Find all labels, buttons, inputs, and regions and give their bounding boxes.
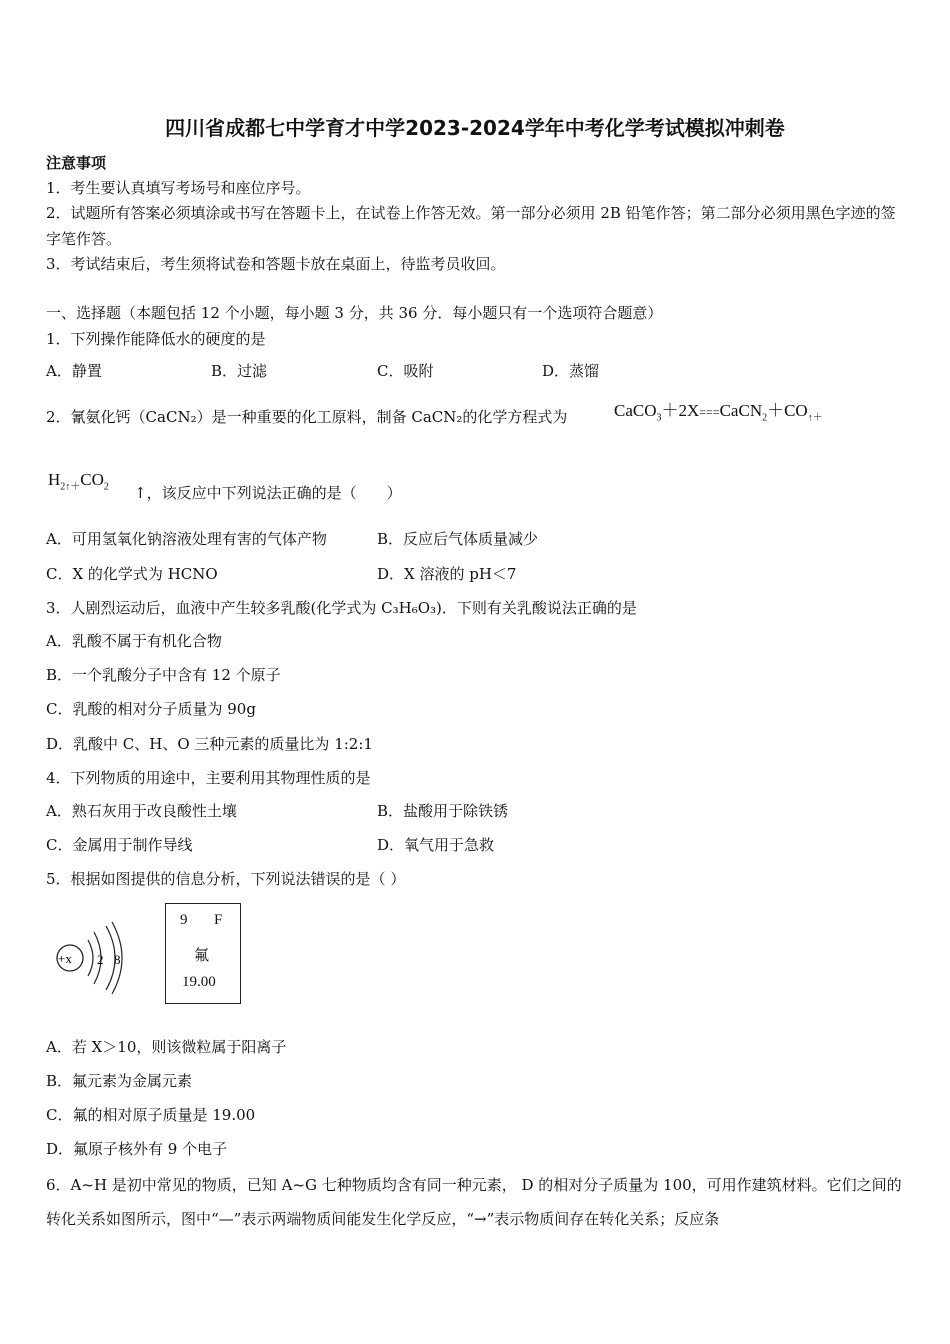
atom-shell-1: 2: [97, 952, 104, 967]
notice-item-1: 1．考生要认真填写考场号和座位序号。: [46, 179, 311, 197]
page-title: 四川省成都七中学育才中学2023-2024学年中考化学考试模拟冲刺卷: [165, 116, 785, 140]
element-symbol: F: [214, 912, 223, 928]
notice-item-2: 2．试题所有答案必须填涂或书写在答题卡上，在试卷上作答无效。第一部分必须用 2B 铅笔作答；第二部分必须用黑色字迹的签字笔作答。: [46, 204, 896, 248]
atom-shell-2: 8: [114, 952, 121, 967]
atom-nucleus-label: +x: [58, 951, 72, 966]
q4-option-d: D．氧气用于急救: [377, 836, 495, 854]
q4-option-a: A．熟石灰用于改良酸性土壤: [46, 802, 237, 820]
q1-option-b: B．过滤: [211, 362, 268, 380]
section-heading: 一、选择题（本题包括 12 个小题，每小题 3 分，共 36 分．每小题只有一个选项符合题意）: [46, 304, 663, 322]
question-4-stem: 4．下列物质的用途中，主要利用其物理性质的是: [46, 769, 371, 787]
question-2-stem-end: ↑，该反应中下列说法正确的是（ ）: [134, 484, 402, 502]
q3-option-b: B．一个乳酸分子中含有 12 个原子: [46, 666, 281, 684]
q1-option-a: A．静置: [46, 362, 102, 380]
question-6-stem: 6．A~H 是初中常见的物质，已知 A~G 七种物质均含有同一种元素， D 的相对分子质量为 100，可用作建筑材料。它们之间的转化关系如图所示，图中“—”表示两端物质间能发生化学反应，“→”表示物质间存在转化关系；反应条: [46, 1176, 902, 1228]
question-1-stem: 1．下列操作能降低水的硬度的是: [46, 330, 266, 348]
q2-equation-line1: $CaCO_3+2X===CaCN_2+CO_{↑+}$: [614, 401, 823, 424]
q1-option-c: C．吸附: [377, 362, 434, 380]
question-2-stem: 2．氰氨化钙（CaCN₂）是一种重要的化工原料，制备 CaCN₂的化学方程式为: [46, 408, 568, 426]
q5-option-d: D．氟原子核外有 9 个电子: [46, 1140, 228, 1158]
q1-option-d: D．蒸馏: [542, 362, 600, 380]
question-3-stem: 3．人剧烈运动后，血液中产生较多乳酸(化学式为 C₃H₆O₃)．下则有关乳酸说法正确的是: [46, 599, 637, 617]
q2-option-b: B．反应后气体质量减少: [377, 530, 539, 548]
q2-option-a: A．可用氢氧化钠溶液处理有害的气体产物: [46, 530, 327, 548]
notice-heading: 注意事项: [46, 154, 107, 172]
q4-option-b: B．盐酸用于除铁锈: [377, 802, 509, 820]
element-name: 氟: [194, 948, 210, 964]
q3-option-c: C．乳酸的相对分子质量为 90g: [46, 700, 256, 718]
element-number: 9: [180, 912, 188, 928]
atom-structure-diagram: [50, 914, 140, 1004]
q3-option-d: D．乳酸中 C、H、O 三种元素的质量比为 1:2:1: [46, 735, 373, 753]
q3-option-a: A．乳酸不属于有机化合物: [46, 632, 222, 650]
q2-equation-line2: $H_{2↑+}CO_2$: [48, 470, 109, 493]
notice-item-3: 3．考试结束后，考生须将试卷和答题卡放在桌面上，待监考员收回。: [46, 255, 506, 273]
element-card: [165, 903, 241, 1004]
q5-option-a: A．若 X＞10，则该微粒属于阳离子: [46, 1038, 287, 1056]
q5-option-c: C．氟的相对原子质量是 19.00: [46, 1106, 256, 1124]
q2-option-c: C．X 的化学式为 HCNO: [46, 565, 218, 583]
element-mass: 19.00: [182, 974, 216, 990]
q4-option-c: C．金属用于制作导线: [46, 836, 193, 854]
q5-option-b: B．氟元素为金属元素: [46, 1072, 193, 1090]
question-5-stem: 5．根据如图提供的信息分析，下列说法错误的是（ ）: [46, 870, 406, 888]
q2-option-d: D．X 溶液的 pH＜7: [377, 565, 517, 583]
